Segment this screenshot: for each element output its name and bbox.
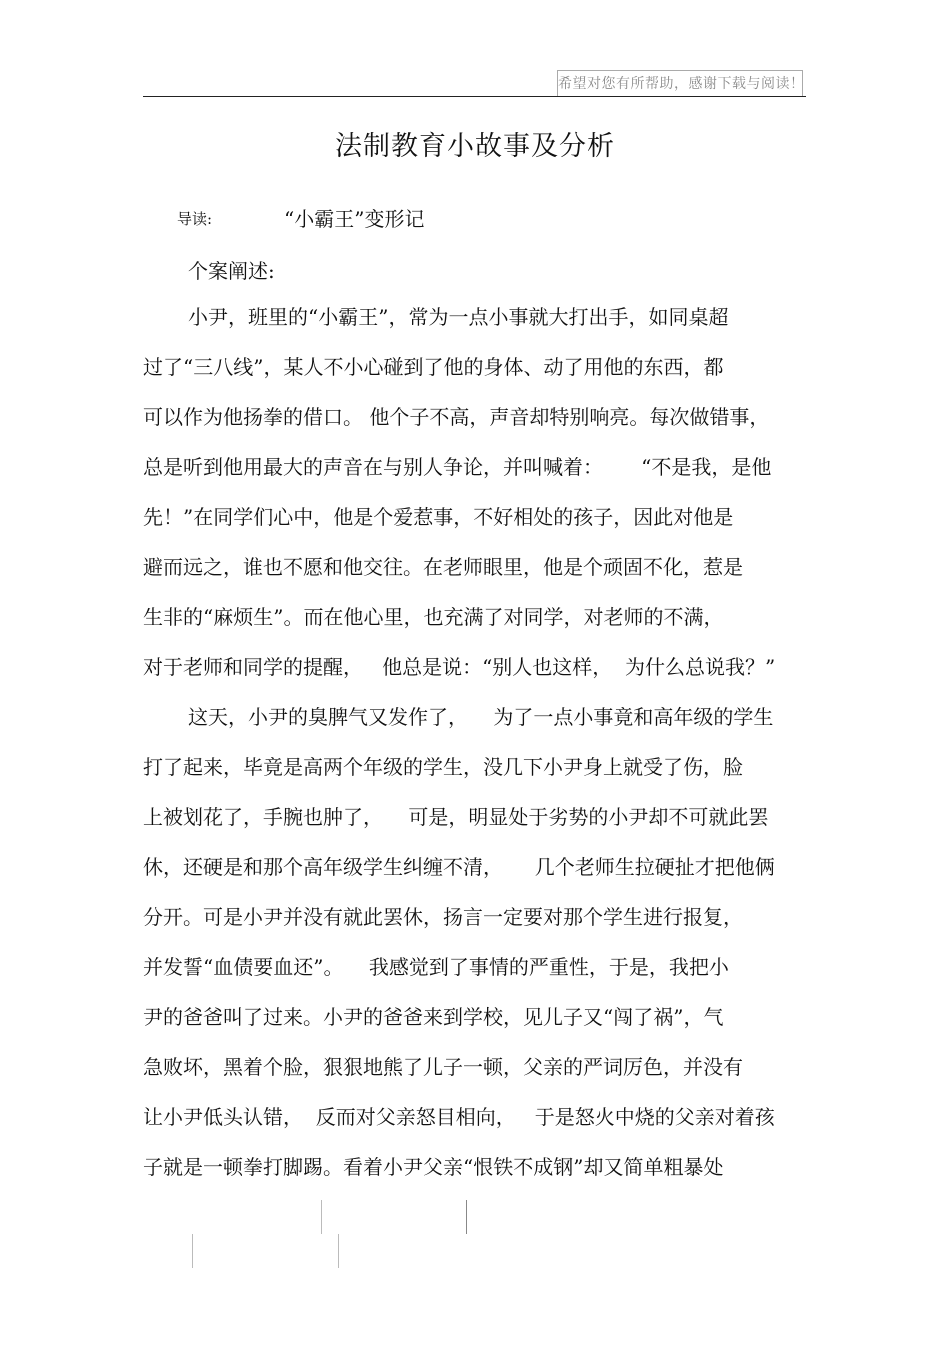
guide-text: “小霸王”变形记 [284, 207, 425, 231]
body-line: 先！”在同学们心中，他是个爱惹事，不好相处的孩子，因此对他是 [143, 505, 734, 529]
scan-artifact-line [466, 1200, 467, 1234]
header-rule [143, 96, 806, 97]
scan-artifact-line [338, 1234, 339, 1268]
body-line: 上被划花了，手腕也肿了， 可是，明显处于劣势的小尹却不可就此罢 [143, 805, 769, 829]
body-line: 尹的爸爸叫了过来。小尹的爸爸来到学校，见儿子又“闯了祸”，气 [143, 1005, 724, 1029]
body-line: 打了起来，毕竟是高两个年级的学生，没几下小尹身上就受了伤，脸 [143, 755, 743, 779]
scan-artifact-line [321, 1200, 322, 1234]
case-label: 个案阐述: [188, 259, 275, 283]
body-line: 可以作为他扬拳的借口。 他个子不高，声音却特别响亮。每次做错事， [143, 405, 770, 429]
body-line: 生非的“麻烦生”。而在他心里，也充满了对同学，对老师的不满， [143, 605, 724, 629]
body-line: 小尹，班里的“小霸王”，常为一点小事就大打出手，如同桌超 [188, 305, 729, 329]
body-line: 子就是一顿拳打脚踢。看着小尹父亲“恨铁不成钢”却又简单粗暴处 [143, 1155, 724, 1179]
body-line: 总是听到他用最大的声音在与别人争论，并叫喊着： “不是我，是他 [143, 455, 772, 479]
body-line: 对于老师和同学的提醒， 他总是说：“别人也这样， 为什么总说我？” [143, 655, 776, 679]
page-title: 法制教育小故事及分析 [335, 131, 615, 162]
body-line: 急败坏，黑着个脸，狠狠地熊了儿子一顿，父亲的严词厉色，并没有 [143, 1055, 743, 1079]
body-line: 这天，小尹的臭脾气又发作了， 为了一点小事竟和高年级的学生 [188, 705, 774, 729]
guide-label: 导读: [177, 210, 213, 228]
body-line: 过了“三八线”，某人不小心碰到了他的身体、动了用他的东西，都 [143, 355, 724, 379]
header-note: 希望对您有所帮助，感谢下载与阅读！ [557, 70, 803, 96]
body-line: 休，还硬是和那个高年级学生纠缠不清， 几个老师生拉硬扯才把他俩 [143, 855, 775, 879]
body-line: 让小尹低头认错， 反而对父亲怒目相向， 于是怒火中烧的父亲对着孩 [143, 1105, 775, 1129]
body-line: 分开。可是小尹并没有就此罢休，扬言一定要对那个学生进行报复， [143, 905, 743, 929]
scan-artifact-line [192, 1234, 193, 1268]
body-line: 并发誓“血债要血还”。 我感觉到了事情的严重性，于是，我把小 [143, 955, 729, 979]
body-line: 避而远之，谁也不愿和他交往。在老师眼里，他是个顽固不化，惹是 [143, 555, 743, 579]
